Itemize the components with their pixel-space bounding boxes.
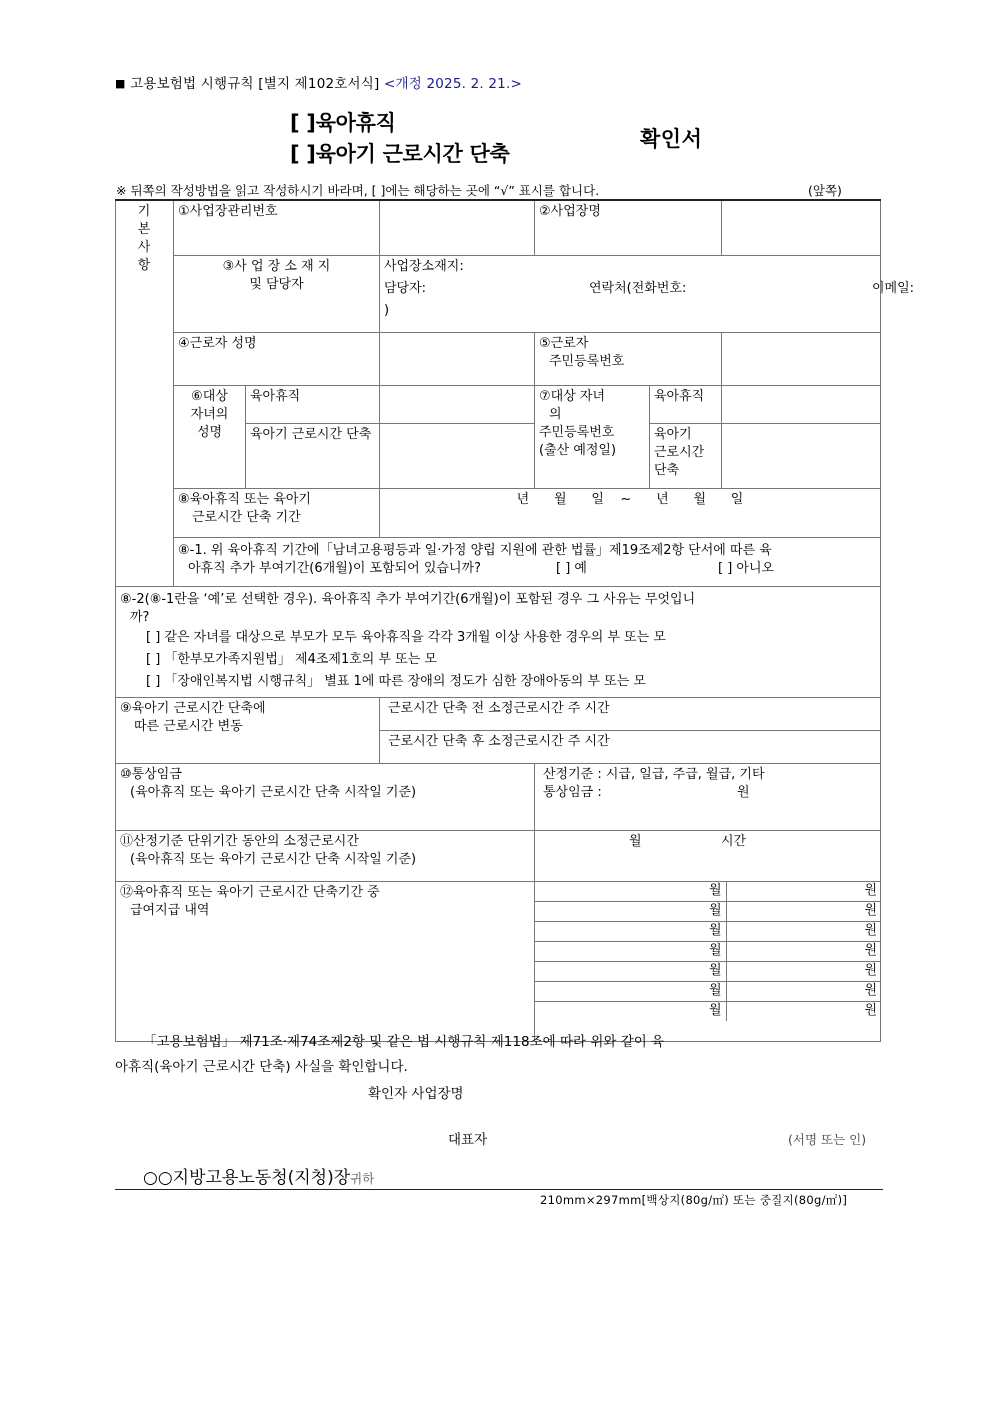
table-row (116, 538, 881, 587)
label-worker-rrn (535, 333, 722, 386)
label-child-rrn (535, 386, 650, 489)
payment-row-amount[interactable]: 원 (726, 902, 881, 922)
footer-divider (115, 1189, 883, 1190)
bullet-square-icon: ■ (115, 77, 126, 90)
confirmer-label: 확인자 사업장명 (368, 1086, 464, 1102)
question-8-2-line2: 까? (130, 610, 150, 625)
payment-row-amount[interactable]: 원 (726, 1002, 881, 1022)
title-confirmation-word: 확인서 (640, 127, 703, 151)
label-working-hours-change-line1: ⑨육아기 근로시간 단축에 (120, 701, 266, 716)
label-working-hours-change (116, 698, 380, 764)
input-ordinary-wage-group[interactable] (535, 764, 881, 831)
payment-row-amount[interactable]: 원 (726, 882, 881, 902)
field-phone-label: 연락처(전화번호: (589, 281, 687, 296)
vlabel-char-1: 기 (137, 204, 152, 219)
title-line-1: [ ]육아휴직 (290, 111, 396, 135)
title-block (0, 108, 992, 170)
input-worker-rrn[interactable] (722, 333, 881, 386)
input-workplace-name[interactable] (722, 200, 881, 256)
label-workplace-address-line1: ③사 업 장 소 재 지 (222, 259, 331, 274)
label-workplace-name: ②사업장명 (535, 200, 722, 256)
payment-row-month[interactable]: 월 (535, 922, 726, 942)
working-hours-change-values (380, 698, 881, 764)
payment-row-amount[interactable]: 원 (726, 922, 881, 942)
label-standard-hours (116, 831, 535, 882)
question-8-1-line1: ⑧-1. 위 육아휴직 기간에「남녀고용평등과 일·가정 양립 지원에 관한 법률」제19조제2항 단서에 따른 육 (178, 543, 772, 558)
input-worker-name[interactable] (380, 333, 535, 386)
label-workplace-number: ①사업장관리번호 (174, 200, 380, 256)
checkbox-8-1-yes[interactable]: [ ] 예 (556, 561, 587, 576)
field-contact-person-label: 담당자: (384, 281, 427, 296)
document-header (115, 72, 522, 92)
checkbox-8-2-option-1[interactable]: [ ] 같은 자녀를 대상으로 부모가 모두 육아휴직을 각각 3개월 이상 사용한 경우의 부 또는 모 (146, 630, 666, 645)
input-leave-period[interactable]: 년 월 일 ~ 년 월 일 (380, 489, 881, 538)
table-row (116, 386, 881, 424)
payment-row-month[interactable]: 월 (535, 962, 726, 982)
input-workplace-number[interactable] (380, 200, 535, 256)
question-8-1 (174, 538, 881, 587)
payment-row-month[interactable]: 월 (535, 942, 726, 962)
label-child-name-line1: ⑥대상 (191, 389, 228, 404)
table-row (535, 982, 881, 1002)
input-standard-hours[interactable] (535, 831, 881, 882)
table-row (116, 200, 881, 256)
form-title (290, 108, 510, 170)
input-workplace-address-group[interactable] (380, 256, 915, 333)
payment-details-table (535, 882, 881, 1021)
revision-note: <개정 2025. 2. 21.> (383, 76, 522, 92)
table-row (535, 922, 881, 942)
label-leave-period-line2: 근로시간 단축 기간 (192, 510, 301, 525)
ordinary-wage-amount-label: 통상임금 : (543, 785, 602, 800)
table-row (535, 962, 881, 982)
closing-line-2: 아휴직(육아기 근로시간 단축) 사실을 확인합니다. (115, 1059, 408, 1075)
label-child-rrn-reduced-hours: 육아기 근로시간 단축 (650, 424, 722, 489)
checkbox-8-2-option-3[interactable]: [ ] 「장애인복지법 시행규칙」 별표 1에 따른 장애의 정도가 심한 장애아동의 부 또는 모 (146, 674, 646, 689)
question-8-2 (116, 587, 881, 698)
recipient-office-name: ○○지방고용노동청(지청)장 (143, 1168, 351, 1188)
instruction-note: ※ 뒤쪽의 작성방법을 읽고 작성하시기 바라며, [ ]에는 해당하는 곳에 “√” 표시를 합니다. (116, 183, 600, 198)
label-payment-details-line2: 급여지급 내역 (130, 903, 210, 918)
form-table (115, 199, 915, 1042)
table-row (116, 587, 881, 698)
table-row (380, 731, 880, 764)
question-8-1-line2: 아휴직 추가 부여기간(6개월)이 포함되어 있습니까? (188, 561, 482, 576)
input-child-name-leave[interactable] (380, 386, 535, 424)
payment-row-month[interactable]: 월 (535, 902, 726, 922)
ordinary-wage-basis: 산정기준 : 시급, 일급, 주급, 월급, 기타 (543, 767, 765, 782)
vlabel-char-2: 본 (137, 222, 152, 237)
field-address-label: 사업장소재지: (384, 259, 464, 274)
label-child-name (174, 386, 246, 489)
representative-label: 대표자 (448, 1132, 488, 1148)
closing-line-1: 「고용보험법」 제71조·제74조제2항 및 같은 법 시행규칙 제118조에 따라 위와 같이 육 (143, 1034, 665, 1050)
payment-row-amount[interactable]: 원 (726, 982, 881, 1002)
label-payment-details-line1: ⑫육아휴직 또는 육아기 근로시간 단축기간 중 (120, 885, 380, 900)
payment-row-amount[interactable]: 원 (726, 942, 881, 962)
ordinary-wage-currency-unit: 원 (737, 785, 750, 800)
input-hours-after[interactable]: 근로시간 단축 후 소정근로시간 주 시간 (388, 734, 610, 749)
label-ordinary-wage (116, 764, 535, 831)
label-child-rrn-line3: 주민등록번호 (539, 425, 615, 440)
table-row (535, 902, 881, 922)
label-child-rrn-leave: 육아휴직 (650, 386, 722, 424)
label-child-name-line3: 성명 (196, 425, 223, 440)
label-child-name-leave: 육아휴직 (246, 386, 380, 424)
label-leave-period-line1: ⑧육아휴직 또는 육아기 (178, 492, 311, 507)
label-child-rrn-line2: 의 (549, 407, 562, 422)
table-row (380, 698, 880, 731)
checkbox-8-2-option-2[interactable]: [ ] 「한부모가족지원법」 제4조제1호의 부 또는 모 (146, 652, 437, 667)
standard-hours-unit-month: 월 (629, 834, 642, 849)
vlabel-char-3: 사 (137, 240, 152, 255)
label-ordinary-wage-line2: (육아휴직 또는 육아기 근로시간 단축 시작일 기준) (130, 785, 417, 800)
label-worker-rrn-line2: 주민등록번호 (549, 354, 625, 369)
question-8-2-line1: ⑧-2(⑧-1란을 ‘예’로 선택한 경우). 육아휴직 추가 부여기간(6개월)이 포함된 경우 그 사유는 무엇입니 (120, 592, 696, 607)
input-child-rrn-reduced-hours[interactable] (722, 424, 881, 489)
table-row (535, 882, 881, 902)
standard-hours-unit-hour: 시간 (721, 834, 747, 849)
label-payment-details (116, 882, 535, 1042)
payment-details-table-cell (535, 882, 881, 1042)
field-contact-close-paren: ) (384, 303, 390, 318)
label-child-name-reduced-hours: 육아기 근로시간 단축 (246, 424, 380, 489)
table-row (116, 489, 881, 538)
label-workplace-address-line2: 및 담당자 (249, 277, 304, 292)
input-hours-before[interactable]: 근로시간 단축 전 소정근로시간 주 시간 (380, 698, 880, 731)
label-child-name-line2: 자녀의 (190, 407, 229, 422)
law-reference: 고용보험법 시행규칙 [별지 제102호서식] (130, 76, 380, 92)
table-row (116, 333, 881, 386)
input-child-name-reduced-hours[interactable] (380, 424, 535, 489)
label-child-rrn-line1: ⑦대상 자녀 (539, 389, 606, 404)
label-standard-hours-line1: ⑪산정기준 단위기간 동안의 소정근로시간 (120, 834, 359, 849)
label-worker-rrn-line1: ⑤근로자 (539, 336, 589, 351)
checkbox-8-1-no[interactable]: [ ] 아니오 (718, 561, 775, 576)
working-hours-sub-table (380, 698, 880, 763)
closing-statement (115, 1030, 883, 1080)
field-email-label: 이메일: (872, 281, 915, 296)
table-row (116, 764, 881, 831)
signature-note: (서명 또는 인) (788, 1132, 867, 1147)
payment-row-amount[interactable]: 원 (726, 962, 881, 982)
recipient-office-suffix: 귀하 (350, 1171, 375, 1186)
payment-row-month[interactable]: 월 (535, 982, 726, 1002)
label-ordinary-wage-line1: ⑩통상임금 (120, 767, 182, 782)
input-child-rrn-leave[interactable] (722, 386, 881, 424)
page-side-marker: (앞쪽) (808, 183, 842, 198)
payment-row-month[interactable]: 월 (535, 1002, 726, 1022)
payment-row-month[interactable]: 월 (535, 882, 726, 902)
label-workplace-address (174, 256, 380, 333)
title-line-2: [ ]육아기 근로시간 단축 (290, 142, 510, 166)
table-row (535, 1002, 881, 1022)
table-row (116, 256, 881, 333)
label-worker-name: ④근로자 성명 (174, 333, 380, 386)
label-leave-period (174, 489, 380, 538)
table-row (116, 831, 881, 882)
label-working-hours-change-line2: 따른 근로시간 변동 (134, 719, 243, 734)
table-row (535, 942, 881, 962)
label-standard-hours-line2: (육아휴직 또는 육아기 근로시간 단축 시작일 기준) (130, 852, 417, 867)
table-row (116, 882, 881, 1042)
table-row (116, 698, 881, 764)
label-child-rrn-line4: (출산 예정일) (539, 443, 617, 458)
recipient-office (143, 1163, 374, 1188)
paper-specification: 210mm×297mm[백상지(80g/㎡) 또는 중질지(80g/㎡)] (540, 1193, 848, 1207)
vlabel-char-4: 항 (137, 258, 152, 273)
section-vertical-label (116, 200, 174, 587)
